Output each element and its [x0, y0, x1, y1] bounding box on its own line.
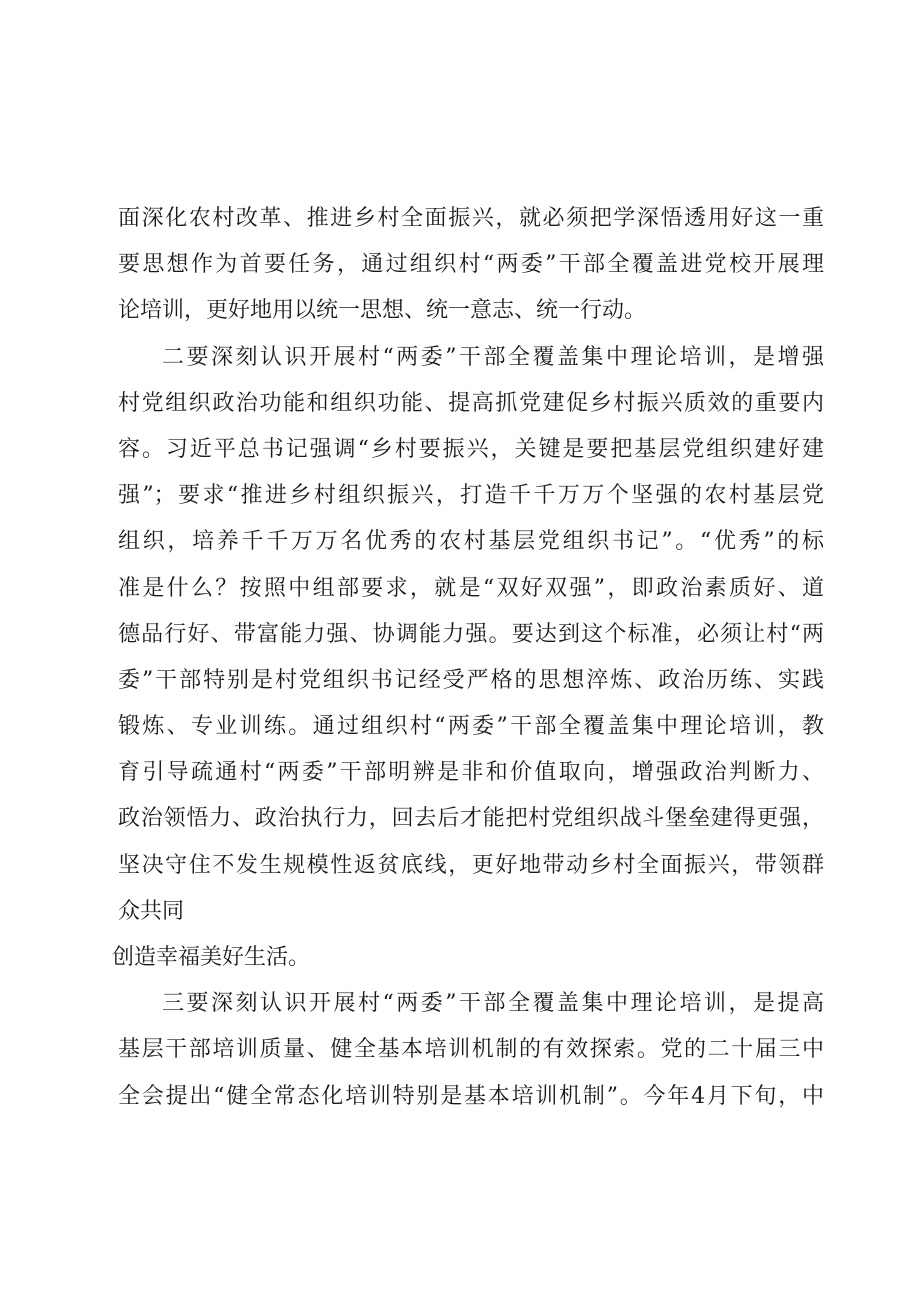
paragraph-2: [112, 335, 824, 982]
paragraph-1: [118, 196, 824, 335]
paragraph-line: 全会提出“健全常态化培训特别是基本培训机制”。今年4月下旬，中: [118, 1083, 824, 1109]
paragraph-line: 容。习近平总书记强调“乡村要振兴，关键是要把基层党组织建好建: [118, 436, 824, 462]
paragraph-line: 政治领悟力、政治执行力，回去后才能把村党组织战斗堡垒建得更强，: [118, 806, 824, 832]
paragraph-line: 二要深刻认识开展村“两委”干部全覆盖集中理论培训，是增强: [162, 344, 824, 370]
paragraph-line: 德品行好、带富能力强、协调能力强。要达到这个标准，必须让村“两: [118, 621, 824, 647]
paragraph-line: 育引导疏通村“两委”干部明辨是非和价值取向，增强政治判断力、: [118, 760, 824, 786]
paragraph-line: 众共同: [118, 898, 185, 924]
paragraph-line: 三要深刻认识开展村“两委”干部全覆盖集中理论培训，是提高: [162, 991, 824, 1017]
paragraph-line: 强”；要求“推进乡村组织振兴，打造千千万万个坚强的农村基层党: [118, 483, 824, 509]
paragraph-line: 委”干部特别是村党组织书记经受严格的思想淬炼、政治历练、实践: [118, 667, 824, 693]
paragraph-line: 创造幸福美好生活。: [112, 945, 311, 970]
paragraph-line: 论培训，更好地用以统一思想、统一意志、统一行动。: [118, 298, 647, 324]
paragraph-line: 基层干部培训质量、健全基本培训机制的有效探索。党的二十届三中: [118, 1037, 824, 1063]
paragraph-3: [118, 981, 824, 1120]
paragraph-line: 锻炼、专业训练。通过组织村“两委”干部全覆盖集中理论培训，教: [118, 714, 824, 740]
paragraph-line: 组织，培养千千万万名优秀的农村基层党组织书记”。“优秀”的标: [118, 529, 824, 555]
paragraph-line: 要思想作为首要任务，通过组织村“两委”干部全覆盖进党校开展理: [118, 252, 824, 278]
document-body: [112, 196, 824, 1120]
paragraph-line: 面深化农村改革、推进乡村全面振兴，就必须把学深悟透用好这一重: [118, 206, 824, 231]
paragraph-line: 村党组织政治功能和组织功能、提高抓党建促乡村振兴质效的重要内: [118, 390, 824, 416]
paragraph-line: 准是什么？按照中组部要求，就是“双好双强”，即政治素质好、道: [118, 575, 824, 601]
paragraph-line: 坚决守住不发生规模性返贫底线，更好地带动乡村全面振兴，带领群: [118, 852, 824, 878]
